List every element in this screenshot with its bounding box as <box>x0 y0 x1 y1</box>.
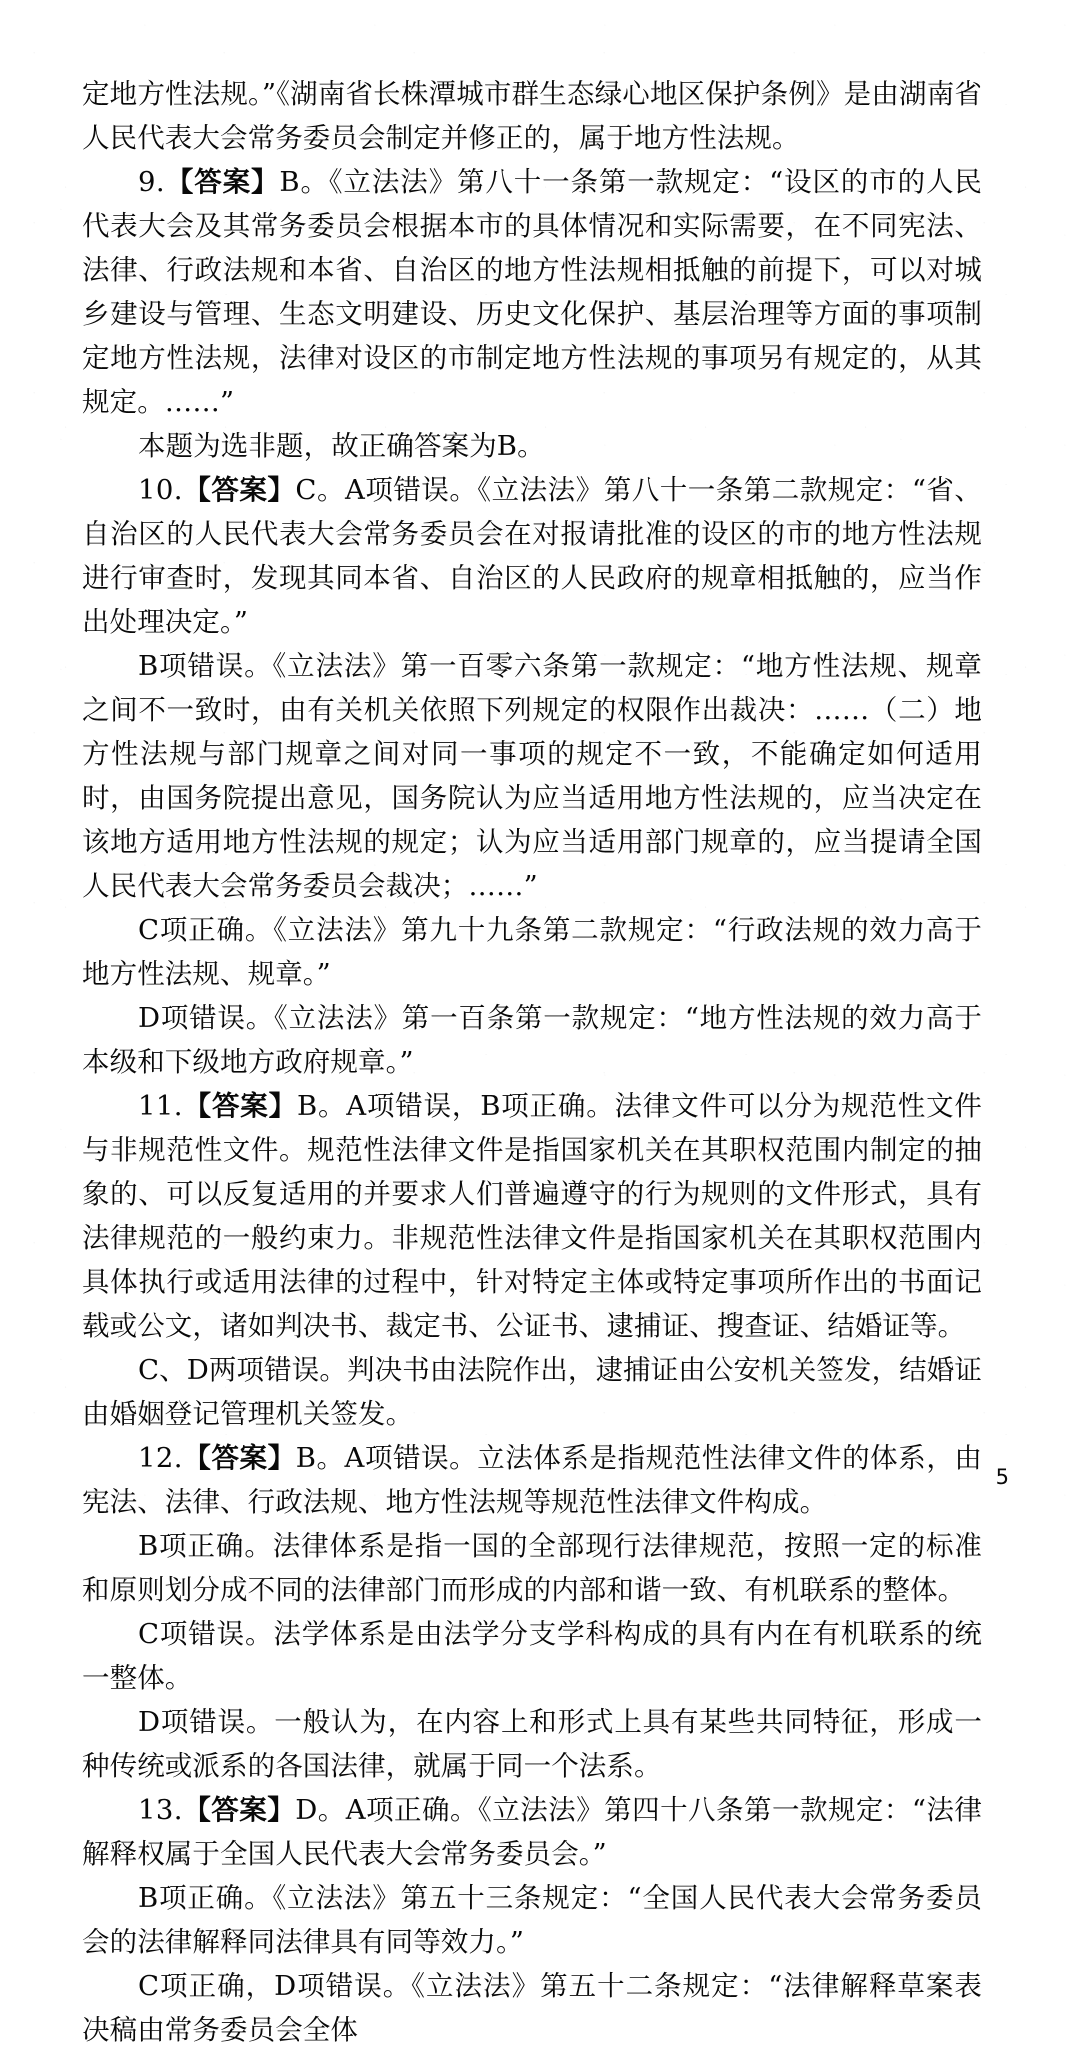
paragraph <box>82 1084 982 1348</box>
paragraph-text: C项错误。法学体系是由法学分支学科构成的具有内在有机联系的统一整体。 <box>82 1618 982 1694</box>
paragraph-text: C。A项错误。《立法法》第八十一条第二款规定：“省、自治区的人民代表大会常务委员会在对报请批准的设区的市的地方性法规进行审查时，发现其同本省、自治区的人民政府的规章相抵触的，应当作出处理决定。” <box>82 474 983 638</box>
answer-item-number: 10. <box>138 474 183 506</box>
paragraph-text: 本题为选非题，故正确答案为B。 <box>138 430 545 462</box>
paragraph <box>82 1348 982 1436</box>
answer-label: 【答案】 <box>182 1794 296 1826</box>
paragraph <box>82 644 982 908</box>
paragraph-text: C、D两项错误。判决书由法院作出，逮捕证由公安机关签发，结婚证由婚姻登记管理机关签发。 <box>82 1354 982 1430</box>
paragraph-text: D。A项正确。《立法法》第四十八条第一款规定：“法律解释权属于全国人民代表大会常务委员会。” <box>82 1794 982 1870</box>
paragraph <box>82 1700 982 1788</box>
paragraph <box>82 1964 982 2052</box>
page-number: 5 <box>995 1465 1009 1489</box>
body-text-column <box>82 72 982 2052</box>
paragraph-continuation <box>82 72 982 160</box>
paragraph-text: D项错误。一般认为，在内容上和形式上具有某些共同特征，形成一种传统或派系的各国法律，就属于同一个法系。 <box>82 1706 982 1782</box>
paragraph <box>82 1788 982 1876</box>
answer-label: 【答案】 <box>182 1442 296 1474</box>
paragraph <box>82 908 982 996</box>
paragraph <box>82 1524 982 1612</box>
paragraph <box>82 1436 982 1524</box>
paragraph <box>82 468 982 644</box>
paragraph <box>82 1612 982 1700</box>
answer-item-number: 9. <box>138 166 166 198</box>
paragraph-text: C项正确。《立法法》第九十九条第二款规定：“行政法规的效力高于地方性法规、规章。” <box>82 914 982 990</box>
paragraph <box>82 160 982 424</box>
paragraph-text: B项正确。《立法法》第五十三条规定：“全国人民代表大会常务委员会的法律解释同法律具有同等效力。” <box>82 1882 982 1958</box>
paragraph-text: B项错误。《立法法》第一百零六条第一款规定：“地方性法规、规章之间不一致时，由有关机关依照下列规定的权限作出裁决：……（二）地方性法规与部门规章之间对同一事项的规定不一致，不能确定如何适用时，由国务院提出意见，国务院认为应当适用地方性法规的，应当决定在该地方适用地方性法规的规定；认为应当适用部门规章的，应当提请全国人民代表大会常务委员会裁决；……” <box>82 650 982 902</box>
paragraph <box>82 424 982 468</box>
answer-label: 【答案】 <box>182 1090 297 1122</box>
paragraph-text: D项错误。《立法法》第一百条第一款规定：“地方性法规的效力高于本级和下级地方政府规章。” <box>82 1002 982 1078</box>
paragraph-text: B。A项错误。立法体系是指规范性法律文件的体系，由宪法、法律、行政法规、地方性法规等规范性法律文件构成。 <box>82 1442 982 1518</box>
answer-label: 【答案】 <box>165 166 280 198</box>
paragraph-text: 定地方性法规。”《湖南省长株潭城市群生态绿心地区保护条例》是由湖南省人民代表大会常务委员会制定并修正的，属于地方性法规。 <box>82 78 982 154</box>
paragraph-text: B。《立法法》第八十一条第一款规定：“设区的市的人民代表大会及其常务委员会根据本市的具体情况和实际需要，在不同宪法、法律、行政法规和本省、自治区的地方性法规相抵触的前提下，可以对城乡建设与管理、生态文明建设、历史文化保护、基层治理等方面的事项制定地方性法规，法律对设区的市制定地方性法规的事项另有规定的，从其规定。……” <box>82 166 982 418</box>
paragraph-text: B。A项错误，B项正确。法律文件可以分为规范性文件与非规范性文件。规范性法律文件是指国家机关在其职权范围内制定的抽象的、可以反复适用的并要求人们普遍遵守的行为规则的文件形式，具有法律规范的一般约束力。非规范性法律文件是指国家机关在其职权范围内具体执行或适用法律的过程中，针对特定主体或特定事项所作出的书面记载或公文，诸如判决书、裁定书、公证书、逮捕证、搜查证、结婚证等。 <box>82 1090 982 1342</box>
paragraph-text: C项正确，D项错误。《立法法》第五十二条规定：“法律解释草案表决稿由常务委员会全体 <box>82 1970 982 2046</box>
answer-item-number: 12. <box>138 1442 183 1474</box>
answer-item-number: 13. <box>138 1794 183 1826</box>
answer-item-number: 11. <box>138 1090 183 1122</box>
paragraph <box>82 996 982 1084</box>
paragraph-text: B项正确。法律体系是指一国的全部现行法律规范，按照一定的标准和原则划分成不同的法律部门而形成的内部和谐一致、有机联系的整体。 <box>82 1530 982 1606</box>
answer-label: 【答案】 <box>182 474 296 506</box>
paragraph <box>82 1876 982 1964</box>
